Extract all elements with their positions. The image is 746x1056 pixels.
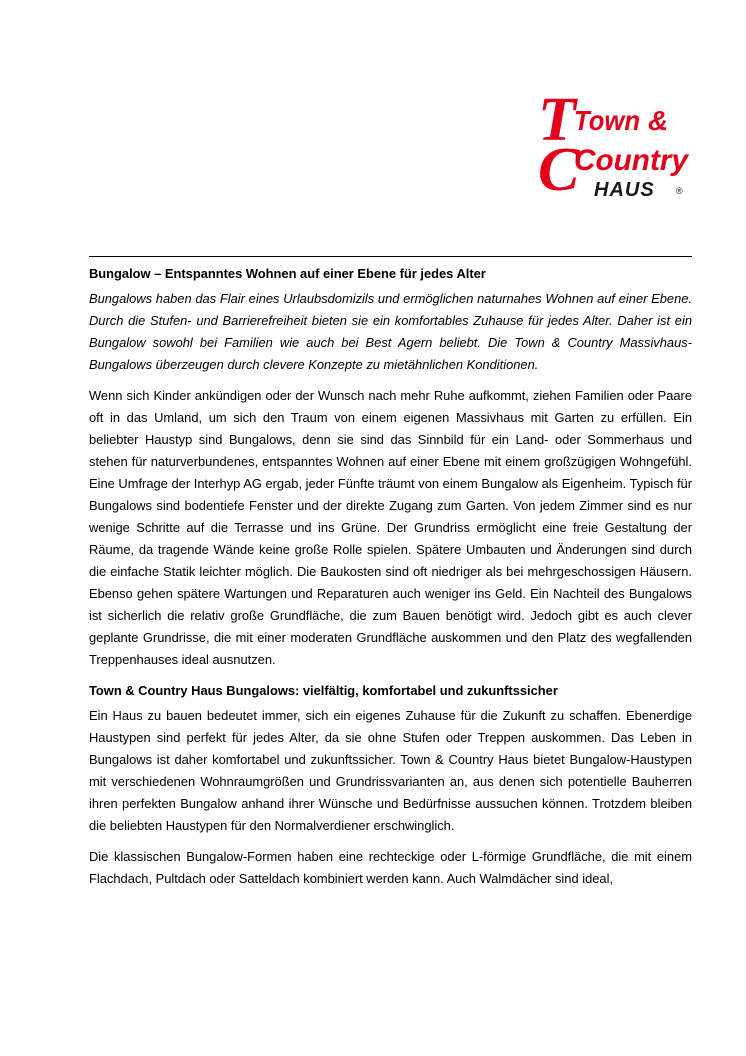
logo-graphic <box>536 90 696 210</box>
logo-word-town: Town <box>574 105 640 136</box>
logo-big-c: C <box>538 136 580 204</box>
logo-ampersand: & <box>648 105 669 136</box>
logo-word-haus: HAUS <box>594 179 655 201</box>
logo-registered-mark: ® <box>676 186 683 196</box>
article-subheading: Town & Country Haus Bungalows: vielfältig, komfortabel und zukunftssicher <box>89 683 558 698</box>
article-lead: Bungalows haben das Flair eines Urlaubsdomizils und ermöglichen naturnahes Wohnen auf einer Ebene. Durch die Stufen- und Barrierefreiheit bieten sie ein komfortables Zuhause für jedes Alter. Daher ist ein Bungalow sowohl bei Familien wie auch bei Best Agern beliebt. Die Town & Country Massivhaus-Bungalows überzeugen durch clevere Konzepte zu mietähnlichen Konditionen. <box>89 291 692 372</box>
article-paragraph-3: Die klassischen Bungalow-Formen haben eine rechteckige oder L-förmige Grundfläche, die mit einem Flachdach, Pultdach oder Satteldach kombiniert werden kann. Auch Walmdächer sind ideal, <box>89 849 692 886</box>
article-paragraph-1: Wenn sich Kinder ankündigen oder der Wunsch nach mehr Ruhe aufkommt, ziehen Familien oder Paare oft in das Umland, um sich den Traum von einem eigenen Massivhaus mit Garten zu erfüllen. Ein beliebter Haustyp sind Bungalows, denn sie sind das Sinnbild für ein Land- oder Sommerhaus und stehen für naturverbundenes, entspanntes Wohnen auf einer Ebene mit einem großzügigen Wohngefühl. Eine Umfrage der Interhyp AG ergab, jeder Fünfte träumt von einem Bungalow als Eigenheim. Typisch für Bungalows sind bodentiefe Fenster und der direkte Zugang zum Garten. Von jedem Zimmer sind es nur wenige Schritte auf die Terrasse und ins Grüne. Der Grundriss ermöglicht eine freie Gestaltung der Räume, da tragende Wände keine große Rolle spielen. Spätere Umbauten und Änderungen sind durch die einfache Statik leichter möglich. Die Baukosten sind oft niedriger als bei mehrgeschossigen Häusern. Ebenso gehen spätere Wartungen und Reparaturen auch weniger ins Geld. Ein Nachteil des Bungalows ist sicherlich die relativ große Grundfläche, die zum Bauen benötigt wird. Jedoch gibt es auch clever geplante Grundrisse, die mit einer moderaten Grundfläche auskommen und den Platz des wegfallenden Treppenhauses ideal ausnutzen. <box>89 388 692 667</box>
article-paragraph-2: Ein Haus zu bauen bedeutet immer, sich ein eigenes Zuhause für die Zukunft zu schaffen. Ebenerdige Haustypen sind perfekt für jedes Alter, da sie ohne Stufen oder Treppen auskommen. Das Leben in Bungalows ist daher komfortabel und zukunftssicher. Town & Country Haus bietet Bungalow-Haustypen mit verschiedenen Wohnraumgrößen und Grundrissvarianten an, aus denen sich potentielle Bauherren ihren perfekten Bungalow anhand ihrer Wünsche und Bedürfnisse aussuchen können. Trotzdem bleiben die beliebten Haustypen für den Normalverdiener erschwinglich. <box>89 708 692 833</box>
logo-word-country: Country <box>574 144 690 177</box>
article-body <box>89 263 692 890</box>
logo-big-t: T <box>538 90 576 154</box>
header-divider <box>89 256 692 257</box>
town-country-haus-logo <box>536 90 696 210</box>
article-title: Bungalow – Entspanntes Wohnen auf einer Ebene für jedes Alter <box>89 266 486 281</box>
